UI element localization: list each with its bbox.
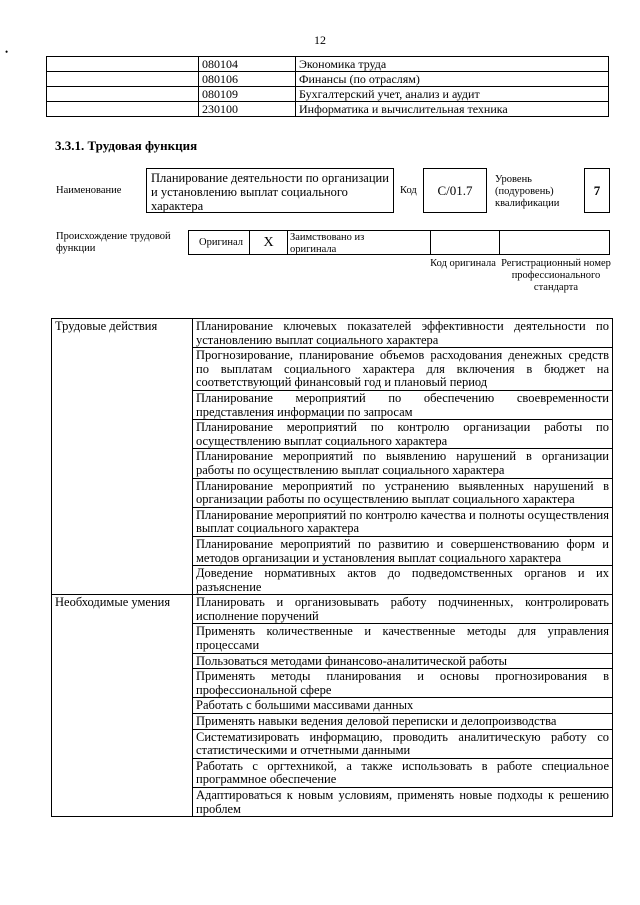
section-title: 3.3.1. Трудовая функция bbox=[55, 138, 198, 153]
function-name: Планирование деятельности по организации и установлению выплат социального характера bbox=[146, 168, 394, 213]
labor-action-row bbox=[52, 319, 613, 348]
page-number: 12 bbox=[314, 33, 326, 47]
labor-action: Доведение нормативных актов до подведомственных органов и их разъяснение bbox=[193, 566, 613, 595]
qualification-level: 7 bbox=[584, 168, 610, 213]
name-label: Наименование bbox=[56, 185, 122, 196]
labor-action: Планирование мероприятий по устранению выявленных нарушений в организации работы по осуществлению выплат социального характера bbox=[193, 478, 613, 507]
specialty-code: 230100 bbox=[199, 102, 296, 117]
borrowed-cell bbox=[287, 230, 431, 255]
specialty-blank-cell bbox=[47, 87, 199, 102]
margin-mark: • bbox=[5, 47, 9, 57]
specialties-table bbox=[46, 56, 609, 117]
original-code-caption: Код оригинала bbox=[430, 258, 496, 269]
labor-action: Планирование мероприятий по контролю организации работы по осуществлению выплат социального характера bbox=[193, 420, 613, 449]
specialty-row bbox=[47, 57, 609, 72]
original-label: Оригинал bbox=[199, 237, 243, 248]
origin-row bbox=[188, 230, 610, 255]
required-skill: Систематизировать информацию, проводить аналитическую работу со статистическими и отчетными данными bbox=[193, 729, 613, 758]
skills-header: Необходимые умения bbox=[52, 595, 193, 817]
specialty-name: Бухгалтерский учет, анализ и аудит bbox=[296, 87, 609, 102]
labor-action: Планирование мероприятий по контролю качества и полноты осуществления выплат социального характера bbox=[193, 507, 613, 536]
actions-header: Трудовые действия bbox=[52, 319, 193, 595]
registration-number-cell bbox=[499, 230, 610, 255]
code-label: Код bbox=[400, 185, 417, 196]
specialty-code: 080106 bbox=[199, 72, 296, 87]
required-skill: Работать с большими массивами данных bbox=[193, 698, 613, 714]
labor-action: Планирование ключевых показателей эффективности деятельности по установлению выплат социального характера bbox=[193, 319, 613, 348]
required-skill: Пользоваться методами финансово-аналитической работы bbox=[193, 653, 613, 669]
required-skill: Применять навыки ведения деловой переписки и делопроизводства bbox=[193, 714, 613, 730]
required-skill: Планировать и организовывать работу подчиненных, контролировать исполнение поручений bbox=[193, 595, 613, 624]
function-code: C/01.7 bbox=[423, 168, 487, 213]
origin-label: Происхождение трудовой функции bbox=[56, 231, 171, 254]
required-skill: Работать с оргтехникой, а также использовать в работе специальное программное обеспечение bbox=[193, 758, 613, 787]
specialty-code: 080109 bbox=[199, 87, 296, 102]
specialty-name: Финансы (по отраслям) bbox=[296, 72, 609, 87]
specialty-name: Экономика труда bbox=[296, 57, 609, 72]
labor-action: Прогнозирование, планирование объемов расходования денежных средств по выплатам социального характера для включения в бюджет на соответствующий финансовый год и плановый период bbox=[193, 348, 613, 391]
borrowed-label: Заимствовано из оригинала bbox=[290, 232, 365, 255]
labor-action: Планирование мероприятий по обеспечению своевременности представления информации по запросам bbox=[193, 390, 613, 419]
original-mark: X bbox=[249, 230, 288, 255]
specialty-blank-cell bbox=[47, 57, 199, 72]
specialty-row bbox=[47, 87, 609, 102]
specialty-name: Информатика и вычислительная техника bbox=[296, 102, 609, 117]
original-cell bbox=[188, 230, 250, 255]
specialty-code: 080104 bbox=[199, 57, 296, 72]
specialty-blank-cell bbox=[47, 72, 199, 87]
labor-action: Планирование мероприятий по выявлению нарушений в организации работы по осуществлению выплат социального характера bbox=[193, 449, 613, 478]
required-skill: Применять количественные и качественные методы для управления процессами bbox=[193, 624, 613, 653]
required-skill-row bbox=[52, 595, 613, 624]
registration-caption: Регистрационный номер профессионального стандарта bbox=[501, 258, 611, 293]
specialty-row bbox=[47, 72, 609, 87]
original-code-cell bbox=[430, 230, 500, 255]
required-skill: Адаптироваться к новым условиям, применять новые подходы к решению проблем bbox=[193, 788, 613, 817]
specialty-blank-cell bbox=[47, 102, 199, 117]
labor-action: Планирование мероприятий по развитию и совершенствованию форм и методов организации и установления выплат социального характера bbox=[193, 536, 613, 565]
specialty-row bbox=[47, 102, 609, 117]
function-details-table bbox=[51, 318, 613, 817]
level-label: Уровень (подуровень) квалификации bbox=[495, 174, 560, 209]
required-skill: Применять методы планирования и основы прогнозирования в профессиональной сфере bbox=[193, 669, 613, 698]
